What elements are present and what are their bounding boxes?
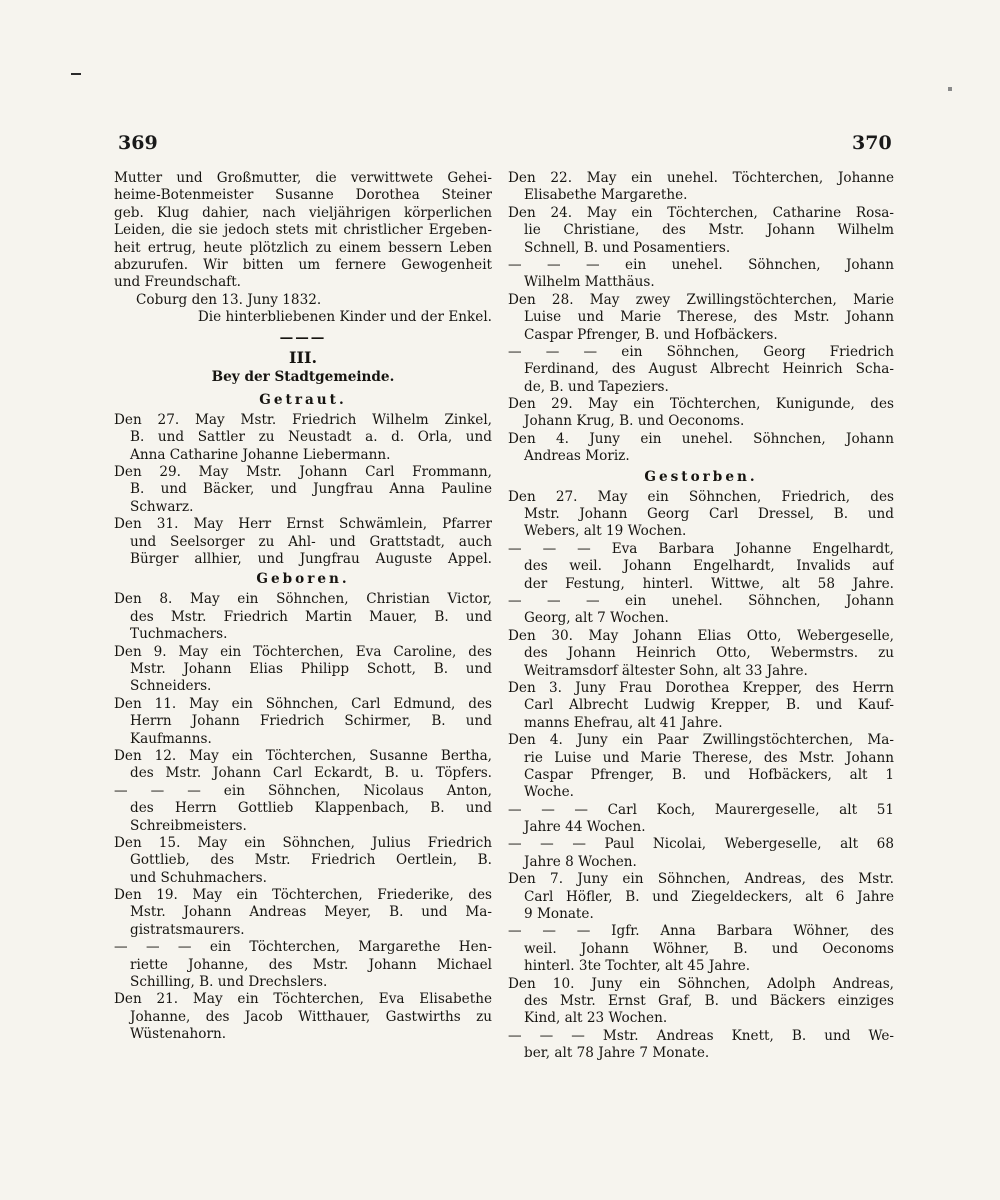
right-column-line: — — — Mstr. Andreas Knett, B. und We- (508, 1027, 894, 1044)
right-column-line: des Mstr. Ernst Graf, B. und Bäckers einziges (524, 992, 894, 1009)
right-column-line: Caspar Pfrenger, B. und Hofbäckers, alt 1 (524, 766, 894, 783)
right-column-line: Den 7. Juny ein Söhnchen, Andreas, des Mstr. (508, 871, 894, 888)
right-column-line: Carl Albrecht Ludwig Krepper, B. und Kauf- (524, 697, 894, 714)
left-column-line: des Herrn Gottlieb Klappenbach, B. und (130, 800, 492, 817)
right-column-line: Luise und Marie Therese, des Mstr. Johann (524, 309, 894, 326)
right-column-line: Webers, alt 19 Wochen. (524, 523, 687, 540)
right-column-line: Weitramsdorf ältester Sohn, alt 33 Jahre. (524, 662, 808, 679)
left-column-line: heit ertrug, heute plötzlich zu einem bessern Leben (114, 239, 492, 256)
left-column-line: Schreibmeisters. (130, 817, 247, 834)
right-column-line: — — — Eva Barbara Johanne Engelhardt, (508, 540, 894, 557)
left-column-line: geb. Klug dahier, nach vieljährigen körperlichen (114, 204, 492, 221)
right-column-line: — — — ein unehel. Söhnchen, Johann (508, 592, 894, 609)
right-column-line: rie Luise und Marie Therese, des Mstr. Johann (524, 749, 894, 766)
page-number-left: 369 (118, 132, 158, 154)
right-column-line: Kind, alt 23 Wochen. (524, 1010, 668, 1027)
left-column-line: Schneiders. (130, 678, 212, 695)
right-column-line: Den 10. Juny ein Söhnchen, Adolph Andreas, (508, 975, 894, 992)
right-column-line: Den 4. Juny ein unehel. Söhnchen, Johann (508, 430, 894, 447)
left-column-line: Mstr. Johann Andreas Meyer, B. und Ma- (130, 904, 492, 921)
right-column-line: Den 27. May ein Söhnchen, Friedrich, des (508, 488, 894, 505)
left-column-line: Kaufmanns. (130, 730, 212, 747)
right-column-line: Georg, alt 7 Wochen. (524, 610, 669, 627)
left-column-line: Den 29. May Mstr. Johann Carl Frommann, (114, 464, 492, 481)
left-column-line: und Seelsorger zu Ahl- und Grattstadt, auch (130, 533, 492, 550)
right-column-line: Jahre 8 Wochen. (524, 853, 637, 870)
left-column-line: Leiden, die sie jedoch stets mit christlicher Ergeben- (114, 222, 492, 239)
right-column-line: Den 24. May ein Töchterchen, Catharine Rosa- (508, 204, 894, 221)
left-column-line: Tuchmachers. (130, 626, 228, 643)
left-column-line: III. (288, 348, 318, 366)
left-column-line: — — — ein Söhnchen, Nicolaus Anton, (114, 782, 492, 799)
left-column-line: Herrn Johann Friedrich Schirmer, B. und (130, 713, 492, 730)
left-column-line: Schwarz. (130, 498, 194, 515)
left-column-line: heime-Botenmeister Susanne Dorothea Steiner (114, 187, 492, 204)
right-column-line: Schnell, B. und Posamentiers. (524, 239, 731, 256)
left-column-line: Gottlieb, des Mstr. Friedrich Oertlein, B. (130, 852, 492, 869)
right-column-line: Den 30. May Johann Elias Otto, Webergeselle, (508, 627, 894, 644)
left-column-line: Den 21. May ein Töchterchen, Eva Elisabethe (114, 991, 492, 1008)
left-column-line: und Schuhmachers. (130, 869, 267, 886)
left-column-line: des Mstr. Johann Carl Eckardt, B. u. Töpfers. (130, 765, 492, 782)
right-column-line: lie Christiane, des Mstr. Johann Wilhelm (524, 222, 894, 239)
right-column-line: des Johann Heinrich Otto, Webermstrs. zu (524, 645, 894, 662)
page-number-right: 370 (852, 132, 892, 154)
left-column-line: Die hinterbliebenen Kinder und der Enkel. (197, 309, 492, 326)
left-column-line: gistratsmaurers. (130, 921, 245, 938)
left-column-line: Geboren. (256, 571, 350, 588)
left-column-line: Den 12. May ein Töchterchen, Susanne Bertha, (114, 747, 492, 764)
right-column-line: Den 3. Juny Frau Dorothea Krepper, des Herrn (508, 679, 894, 696)
right-column-line: manns Ehefrau, alt 41 Jahre. (524, 714, 723, 731)
left-column (114, 170, 492, 1070)
left-column-line: Coburg den 13. Juny 1832. (136, 291, 322, 308)
right-column-line: hinterl. 3te Tochter, alt 45 Jahre. (524, 958, 751, 975)
right-column-line: Johann Krug, B. und Oeconoms. (524, 413, 745, 430)
left-column-line: abzurufen. Wir bitten um fernere Gewogenheit (114, 256, 492, 273)
left-column-line: Wüstenahorn. (130, 1026, 227, 1043)
right-column-line: Elisabethe Margarethe. (524, 187, 688, 204)
right-column-line: Den 22. May ein unehel. Töchterchen, Johanne (508, 170, 894, 186)
right-column-line: ber, alt 78 Jahre 7 Monate. (524, 1045, 710, 1062)
right-column-line: Ferdinand, des August Albrecht Heinrich Scha- (524, 361, 894, 378)
left-column-line: des Mstr. Friedrich Martin Mauer, B. und (130, 608, 492, 625)
left-column-line: Mstr. Johann Elias Philipp Schott, B. und (130, 660, 492, 677)
left-column-line: Den 9. May ein Töchterchen, Eva Caroline, des (114, 643, 492, 660)
scan-mark (71, 73, 81, 75)
left-column-line: B. und Bäcker, und Jungfrau Anna Pauline (130, 481, 492, 498)
right-column-line: Wilhelm Matthäus. (524, 274, 655, 291)
right-column-line: — — — ein unehel. Söhnchen, Johann (508, 256, 894, 273)
left-column-line: ——— (279, 329, 327, 346)
right-column-line: Den 4. Juny ein Paar Zwillingstöchterchen, Ma- (508, 732, 894, 749)
left-column-line: Anna Catharine Johanne Liebermann. (130, 446, 391, 463)
left-column-line: Den 15. May ein Söhnchen, Julius Friedrich (114, 834, 492, 851)
right-column-line: Carl Höfler, B. und Ziegeldeckers, alt 6 Jahre (524, 888, 894, 905)
right-column-line: der Festung, hinterl. Wittwe, alt 58 Jahre. (524, 575, 894, 592)
right-column-line: — — — Paul Nicolai, Webergeselle, alt 68 (508, 836, 894, 853)
left-column-line: Johanne, des Jacob Witthauer, Gastwirths zu (130, 1008, 492, 1025)
left-column-line: B. und Sattler zu Neustadt a. d. Orla, und (130, 429, 492, 446)
right-column-line: weil. Johann Wöhner, B. und Oeconoms (524, 940, 894, 957)
right-column-line: Jahre 44 Wochen. (524, 819, 646, 836)
left-column-line: Den 19. May ein Töchterchen, Friederike, des (114, 887, 492, 904)
right-column-line: Caspar Pfrenger, B. und Hofbäckers. (524, 326, 778, 343)
right-column-line: des weil. Johann Engelhardt, Invalids auf (524, 558, 894, 575)
right-column-line: Gestorben. (644, 468, 758, 485)
right-column-line: 9 Monate. (524, 906, 594, 923)
right-column-line: Andreas Moriz. (524, 448, 630, 465)
left-column-line: Getraut. (259, 391, 347, 408)
scan-speck (948, 87, 952, 91)
left-column-line: riette Johanne, des Mstr. Johann Michael (130, 956, 492, 973)
left-column-line: und Freundschaft. (114, 274, 241, 291)
left-column-line: Den 31. May Herr Ernst Schwämlein, Pfarrer (114, 516, 492, 533)
left-column-line: — — — ein Töchterchen, Margarethe Hen- (114, 939, 492, 956)
right-column-line: Mstr. Johann Georg Carl Dressel, B. und (524, 506, 894, 523)
right-column-line: — — — ein Söhnchen, Georg Friedrich (508, 343, 894, 360)
left-column-line: Den 11. May ein Söhnchen, Carl Edmund, des (114, 695, 492, 712)
left-column-line: Den 8. May ein Söhnchen, Christian Victor, (114, 591, 492, 608)
right-column-line: Woche. (524, 784, 574, 801)
right-column (508, 170, 894, 1070)
left-column-line: Bey der Stadtgemeinde. (211, 368, 395, 385)
right-column-line: — — — Carl Koch, Maurergeselle, alt 51 (508, 801, 894, 818)
right-column-line: — — — Igfr. Anna Barbara Wöhner, des (508, 923, 894, 940)
right-column-line: Den 28. May zwey Zwillingstöchterchen, Marie (508, 291, 894, 308)
right-column-line: Den 29. May ein Töchterchen, Kunigunde, des (508, 396, 894, 413)
left-column-line: Mutter und Großmutter, die verwittwete Gehei- (114, 170, 492, 186)
left-column-line: Bürger allhier, und Jungfrau Auguste Appel. (130, 551, 492, 568)
left-column-line: Schilling, B. und Drechslers. (130, 974, 328, 991)
right-column-line: de, B. und Tapeziers. (524, 378, 669, 395)
left-column-line: Den 27. May Mstr. Friedrich Wilhelm Zinkel, (114, 411, 492, 428)
